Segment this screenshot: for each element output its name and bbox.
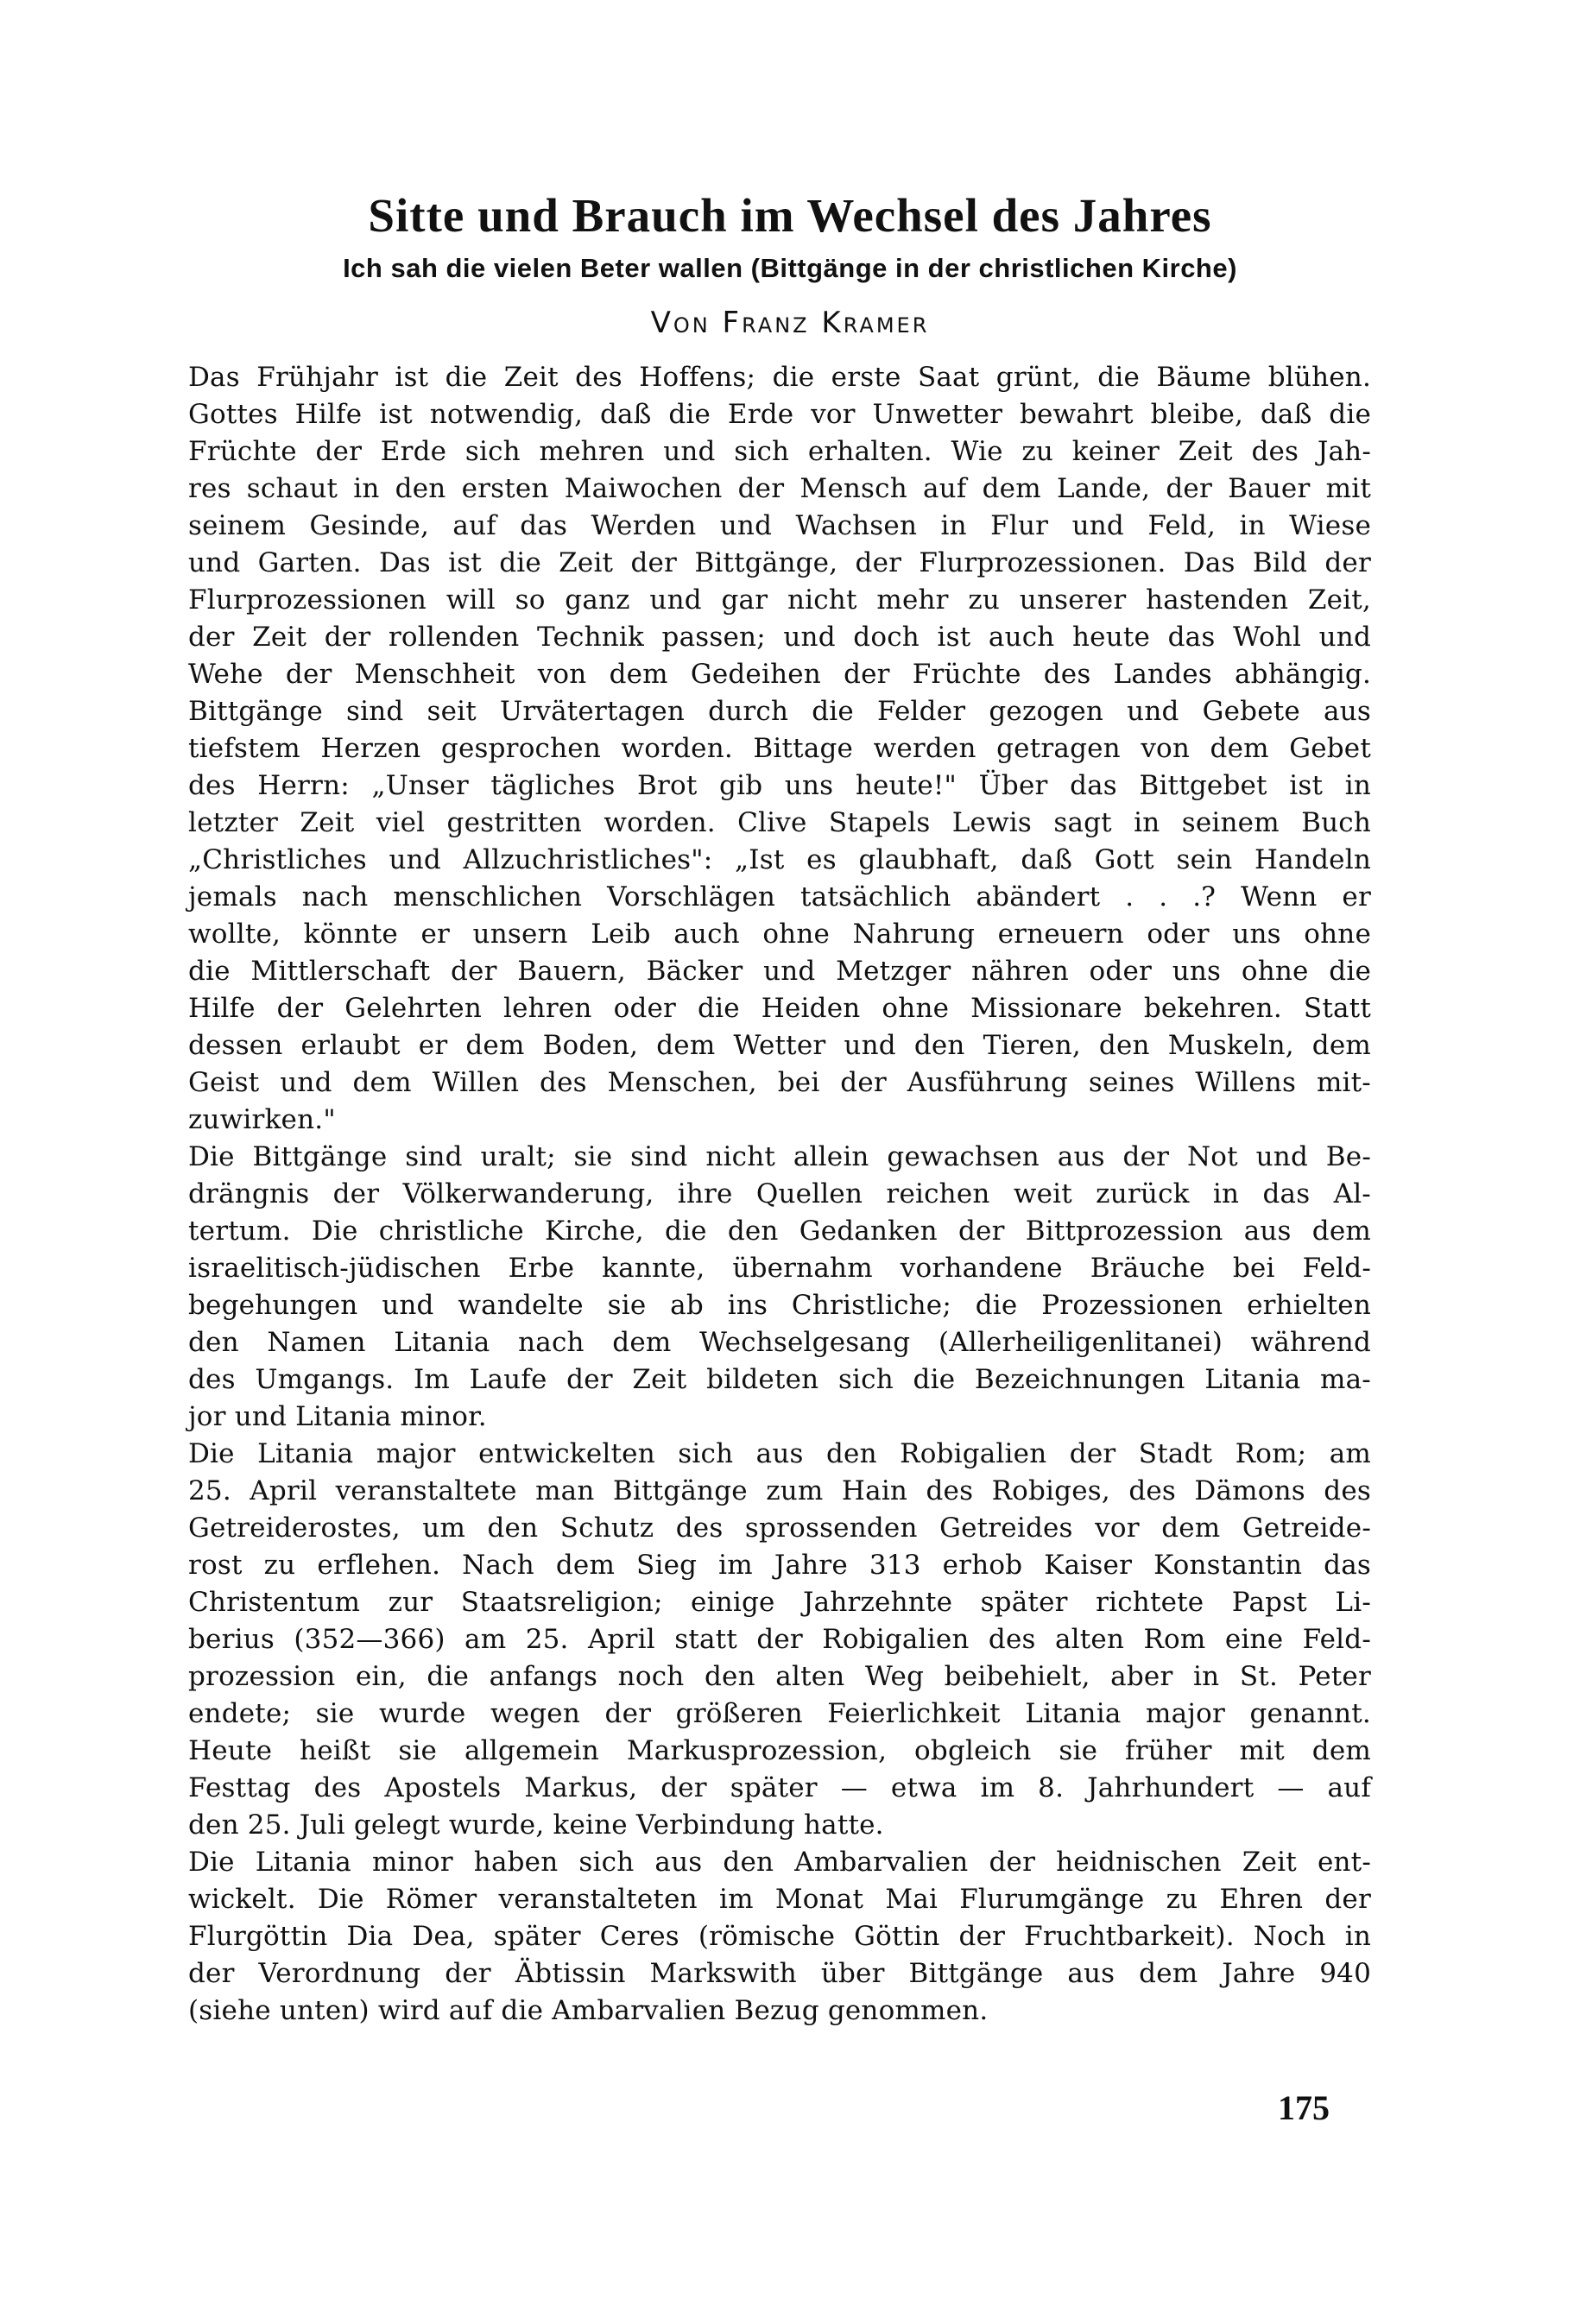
text-line: letzter Zeit viel gestritten worden. Clive Stapels Lewis sagt in seinem Buch xyxy=(188,807,1371,838)
text-line: drängnis der Völkerwanderung, ihre Quellen reichen weit zurück in das Al- xyxy=(188,1178,1371,1209)
text-line: Die Litania major entwickelten sich aus den Robigalien der Stadt Rom; am xyxy=(188,1438,1371,1469)
text-line-paragraph-end: zuwirken." xyxy=(188,1104,336,1135)
article-subtitle: Ich sah die vielen Beter wallen (Bittgänge in der christlichen Kirche) xyxy=(343,253,1237,283)
text-line-paragraph-end: (siehe unten) wird auf die Ambarvalien Bezug genommen. xyxy=(188,1995,989,2026)
text-line: des Umgangs. Im Laufe der Zeit bildeten sich die Bezeichnungen Litania ma- xyxy=(188,1364,1371,1395)
text-line-paragraph-end: jor und Litania minor. xyxy=(188,1401,487,1432)
text-line: wickelt. Die Römer veranstalteten im Monat Mai Flurumgänge zu Ehren der xyxy=(188,1884,1371,1915)
text-line-paragraph-end: den 25. Juli gelegt wurde, keine Verbindung hatte. xyxy=(188,1809,884,1841)
text-line: berius (352—366) am 25. April statt der Robigalien des alten Rom eine Feld- xyxy=(188,1624,1371,1655)
article-body xyxy=(188,359,1371,2030)
page-number: 175 xyxy=(1278,2088,1330,2127)
text-line: der Zeit der rollenden Technik passen; und doch ist auch heute das Wohl und xyxy=(188,622,1371,653)
text-line: des Herrn: „Unser tägliches Brot gib uns heute!" Über das Bittgebet ist in xyxy=(188,770,1371,801)
text-line: dessen erlaubt er dem Boden, dem Wetter und den Tieren, den Muskeln, dem xyxy=(188,1030,1371,1061)
text-line: Bittgänge sind seit Urvätertagen durch die Felder gezogen und Gebete aus xyxy=(188,696,1371,727)
text-line: Das Frühjahr ist die Zeit des Hoffens; die erste Saat grünt, die Bäume blühen. xyxy=(188,362,1371,393)
text-line: Flurgöttin Dia Dea, später Ceres (römische Göttin der Fruchtbarkeit). Noch in xyxy=(188,1921,1371,1952)
text-line: den Namen Litania nach dem Wechselgesang (Allerheiligenlitanei) während xyxy=(188,1327,1371,1358)
text-line: Christentum zur Staatsreligion; einige Jahrzehnte später richtete Papst Li- xyxy=(188,1587,1371,1618)
text-line: Flurprozessionen will so ganz und gar nicht mehr zu unserer hastenden Zeit, xyxy=(188,584,1371,616)
text-line: tiefstem Herzen gesprochen worden. Bittage werden getragen von dem Gebet xyxy=(188,733,1371,764)
text-line: Gottes Hilfe ist notwendig, daß die Erde vor Unwetter bewahrt bleibe, daß die xyxy=(188,399,1371,430)
text-line: „Christliches und Allzuchristliches": „Ist es glaubhaft, daß Gott sein Handeln xyxy=(188,844,1371,875)
text-line: Festtag des Apostels Markus, der später — etwa im 8. Jahrhundert — auf xyxy=(188,1772,1371,1803)
text-line: tertum. Die christliche Kirche, die den Gedanken der Bittprozession aus dem xyxy=(188,1216,1371,1247)
text-line: rost zu erflehen. Nach dem Sieg im Jahre 313 erhob Kaiser Konstantin das xyxy=(188,1550,1371,1581)
text-line: israelitisch-jüdischen Erbe kannte, übernahm vorhandene Bräuche bei Feld- xyxy=(188,1253,1371,1284)
text-line: 25. April veranstaltete man Bittgänge zum Hain des Robiges, des Dämons des xyxy=(188,1475,1371,1506)
article-title: Sitte und Brauch im Wechsel des Jahres xyxy=(368,189,1212,242)
text-line: Hilfe der Gelehrten lehren oder die Heiden ohne Missionare bekehren. Statt xyxy=(188,993,1371,1024)
text-line: Die Litania minor haben sich aus den Ambarvalien der heidnischen Zeit ent- xyxy=(188,1847,1371,1878)
text-line: res schaut in den ersten Maiwochen der Mensch auf dem Lande, der Bauer mit xyxy=(188,473,1371,504)
text-line: Die Bittgänge sind uralt; sie sind nicht allein gewachsen aus der Not und Be- xyxy=(188,1141,1371,1172)
text-line: wollte, könnte er unsern Leib auch ohne Nahrung erneuern oder uns ohne xyxy=(188,919,1371,950)
text-line: Früchte der Erde sich mehren und sich erhalten. Wie zu keiner Zeit des Jah- xyxy=(188,436,1371,467)
text-line: und Garten. Das ist die Zeit der Bittgänge, der Flurprozessionen. Das Bild der xyxy=(188,547,1371,578)
text-line: Geist und dem Willen des Menschen, bei der Ausführung seines Willens mit- xyxy=(188,1067,1371,1098)
text-line: der Verordnung der Äbtissin Markswith über Bittgänge aus dem Jahre 940 xyxy=(188,1958,1371,1989)
text-line: Wehe der Menschheit von dem Gedeihen der Früchte des Landes abhängig. xyxy=(188,659,1371,690)
text-line: die Mittlerschaft der Bauern, Bäcker und Metzger nähren oder uns ohne die xyxy=(188,956,1371,987)
article-author: Von Franz Kramer xyxy=(650,306,930,340)
text-line: jemals nach menschlichen Vorschlägen tatsächlich abändert . . .? Wenn er xyxy=(188,881,1371,913)
text-line: begehungen und wandelte sie ab ins Christliche; die Prozessionen erhielten xyxy=(188,1290,1371,1321)
text-line: endete; sie wurde wegen der größeren Feierlichkeit Litania major genannt. xyxy=(188,1698,1371,1729)
text-line: prozession ein, die anfangs noch den alten Weg beibehielt, aber in St. Peter xyxy=(188,1661,1371,1692)
text-line: Heute heißt sie allgemein Markusprozession, obgleich sie früher mit dem xyxy=(188,1735,1371,1766)
text-line: seinem Gesinde, auf das Werden und Wachsen in Flur und Feld, in Wiese xyxy=(188,510,1371,541)
text-line: Getreiderostes, um den Schutz des sprossenden Getreides vor dem Getreide- xyxy=(188,1512,1371,1544)
